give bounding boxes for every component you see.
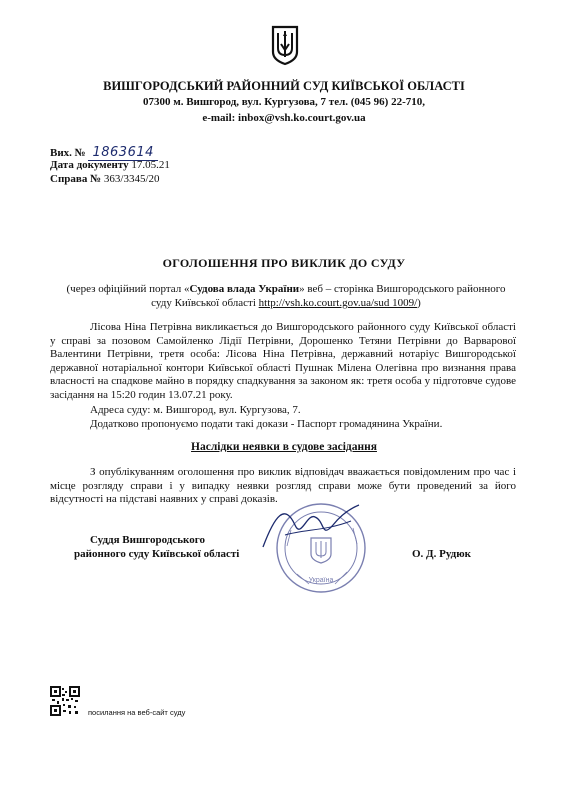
judge-role-line-1: Суддя Вишгородського: [90, 534, 205, 546]
stamp-country: Україна: [308, 577, 334, 584]
consequences-paragraph: З опублікуванням оголошення про виклик відповідач вважається повідомленим про час і місце розгляду справи і у випадку неявки розгляд справи може бути проведений за його відсутності на підставі наявних у справі доказів.: [50, 466, 516, 505]
court-address: 07300 м. Вишгород, вул. Кургузова, 7 тел. (045 96) 22-710,: [142, 96, 426, 108]
outgoing-number: 1863614: [88, 145, 157, 161]
date-label: Дата документу: [50, 159, 129, 171]
case-number-row: [50, 173, 160, 185]
subtitle-post: » веб – сторінка Вишгородського районного суду Київської області: [151, 283, 506, 309]
court-email: e-mail: inbox@vsh.ko.court.gov.ua: [202, 112, 366, 124]
case-label: Справа №: [50, 173, 102, 185]
handwritten-signature-icon: [255, 495, 365, 555]
subtitle-pre: (через офіційний портал «: [66, 283, 190, 295]
consequences-title: Наслідки неявки в судове засідання: [191, 441, 377, 453]
coat-of-arms-icon: [271, 24, 299, 66]
outgoing-label: Вих. №: [50, 147, 86, 159]
judge-role-line-2: районного суду Київської області: [74, 548, 240, 560]
qr-caption: посилання на веб-сайт суду: [88, 708, 186, 717]
notice-title: ОГОЛОШЕННЯ ПРО ВИКЛИК ДО СУДУ: [162, 256, 406, 270]
outgoing-number-row: [50, 145, 158, 160]
subtitle-end: ): [417, 297, 421, 309]
subtitle-portal: Судова влада України: [189, 283, 300, 295]
court-address-text: Адреса суду: м. Вишгород, вул. Кургузова, 7.: [90, 404, 301, 416]
evidence-text: Додатково пропонуємо подати такі докази - Паспорт громадянина України.: [90, 418, 443, 430]
case-value: 363/3345/20: [103, 173, 160, 185]
court-website-link[interactable]: http://vsh.ko.court.gov.ua/sud 1009/: [258, 297, 418, 309]
qr-code-icon[interactable]: [50, 686, 80, 716]
judge-name: О. Д. Рудюк: [412, 548, 471, 560]
summons-paragraph: Лісова Ніна Петрівна викликається до Вишгородського районного суду Київської області у справі за позовом Самойленко Лідії Петрівни, Дорошенко Тетяни Петрівни до Варварової Валентини Петрівни, третя особа: Лісова Ніна Петрівна, державний нотаріус Вишгородської державної нотаріальної контори Київської області Пушнак Мілена Олегівна про визнання права власності на спадкове майно в порядку спадкування за законом як: третя особа у підготовче судове засідання на 15:20 годин 13.07.21 року.: [50, 321, 516, 401]
document-date-row: [50, 159, 170, 171]
date-value: 17.05.21: [131, 159, 170, 171]
court-name: ВИШГОРОДСЬКИЙ РАЙОННИЙ СУД КИЇВСЬКОЇ ОБЛАСТІ: [103, 79, 465, 93]
notice-subtitle: [56, 282, 516, 310]
